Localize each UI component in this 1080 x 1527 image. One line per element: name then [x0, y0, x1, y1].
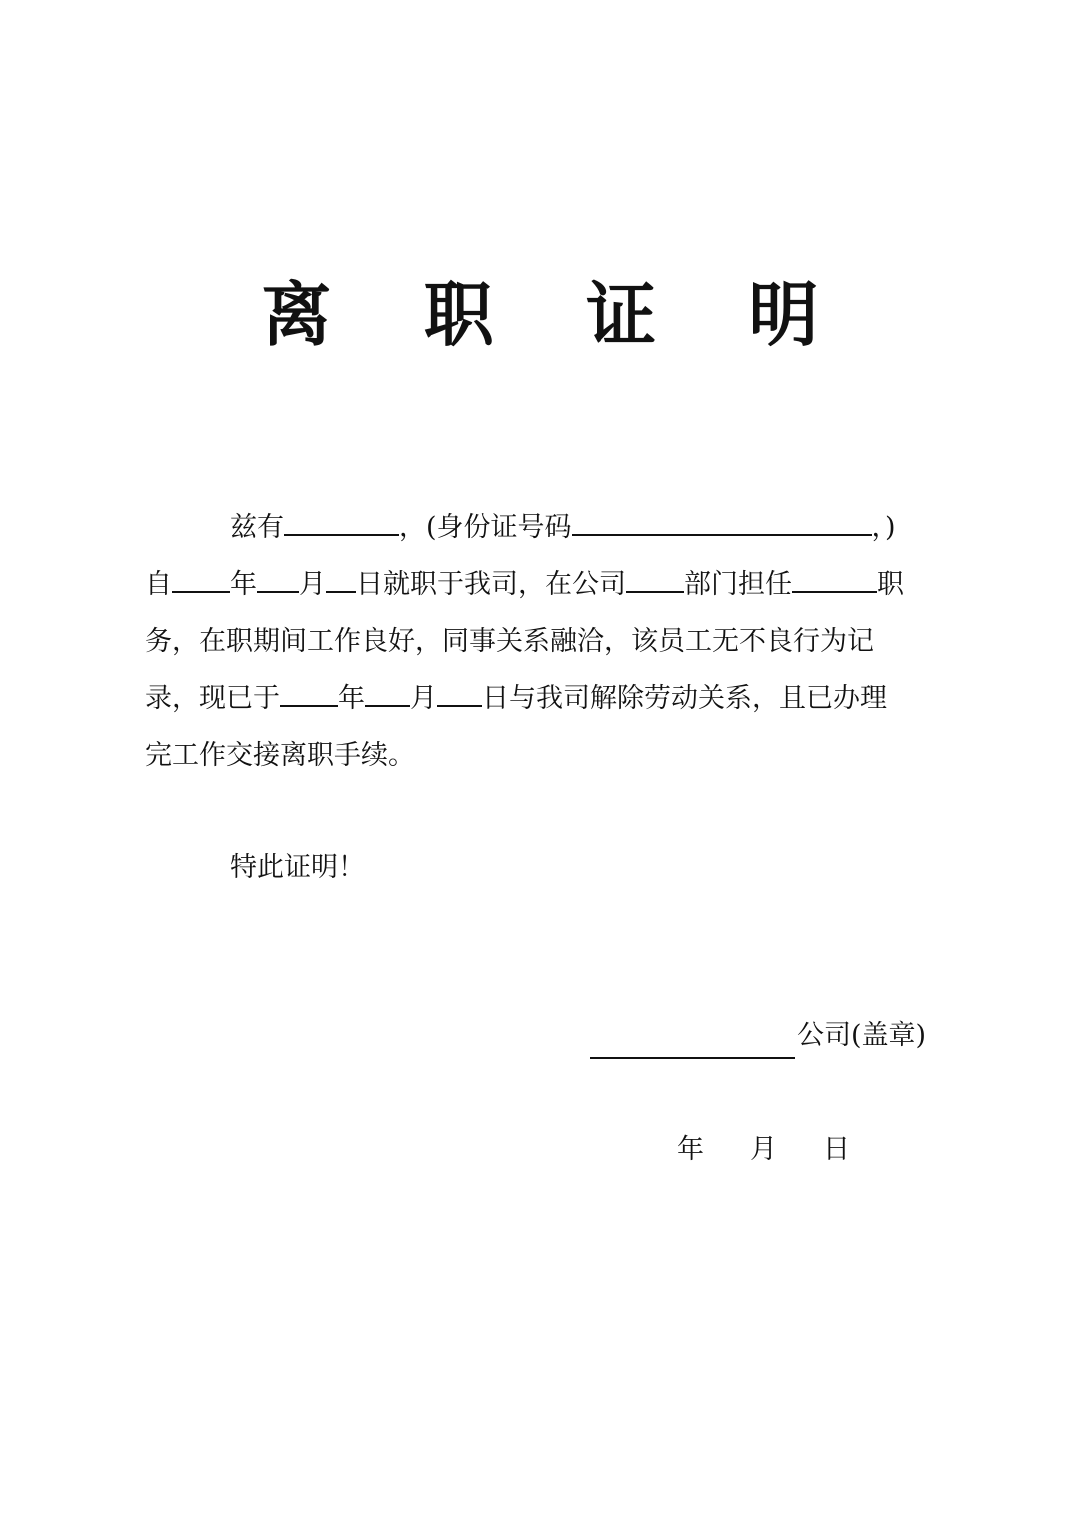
document-title: 离 职 证 明 [261, 274, 853, 356]
end-month-blank[interactable] [365, 679, 410, 707]
body-line-2 [145, 565, 904, 605]
body-line-5: 完工作交接离职手续。 [145, 740, 415, 771]
start-year-blank[interactable] [172, 565, 230, 593]
text-segment: 自 [145, 569, 172, 600]
sign-year-label: 年 [677, 1134, 704, 1165]
start-month-blank[interactable] [257, 565, 299, 593]
text-segment: 日就职于我司，在公司 [356, 569, 626, 600]
position-blank[interactable] [792, 565, 877, 593]
text-segment: 部门担任 [684, 569, 792, 600]
text-segment: ，) [871, 512, 896, 543]
text-segment: 日与我司解除劳动关系，且已办理 [482, 683, 887, 714]
sign-month-label: 月 [750, 1134, 777, 1165]
body-line-3: 务，在职期间工作良好，同事关系融洽，该员工无不良行为记 [145, 626, 874, 657]
body-line-4 [145, 679, 887, 719]
sign-day-label: 日 [823, 1134, 850, 1165]
department-blank[interactable] [626, 565, 684, 593]
text-segment: 年 [338, 683, 365, 714]
text-segment: 录，现已于 [145, 683, 280, 714]
end-year-blank[interactable] [280, 679, 338, 707]
company-name-blank[interactable] [590, 1057, 795, 1059]
closing-statement: 特此证明！ [230, 852, 365, 883]
text-segment: 月 [410, 683, 437, 714]
text-segment: 月 [299, 569, 326, 600]
text-segment: 兹有 [230, 512, 284, 543]
text-segment: ，(身份证号码 [399, 512, 572, 543]
start-day-blank[interactable] [326, 565, 356, 593]
name-blank[interactable] [284, 508, 399, 536]
text-segment: 职 [877, 569, 904, 600]
company-seal-label: 公司(盖章) [797, 1020, 927, 1051]
text-segment: 年 [230, 569, 257, 600]
id-number-blank[interactable] [572, 508, 872, 536]
body-line-1 [230, 508, 896, 548]
end-day-blank[interactable] [437, 679, 482, 707]
